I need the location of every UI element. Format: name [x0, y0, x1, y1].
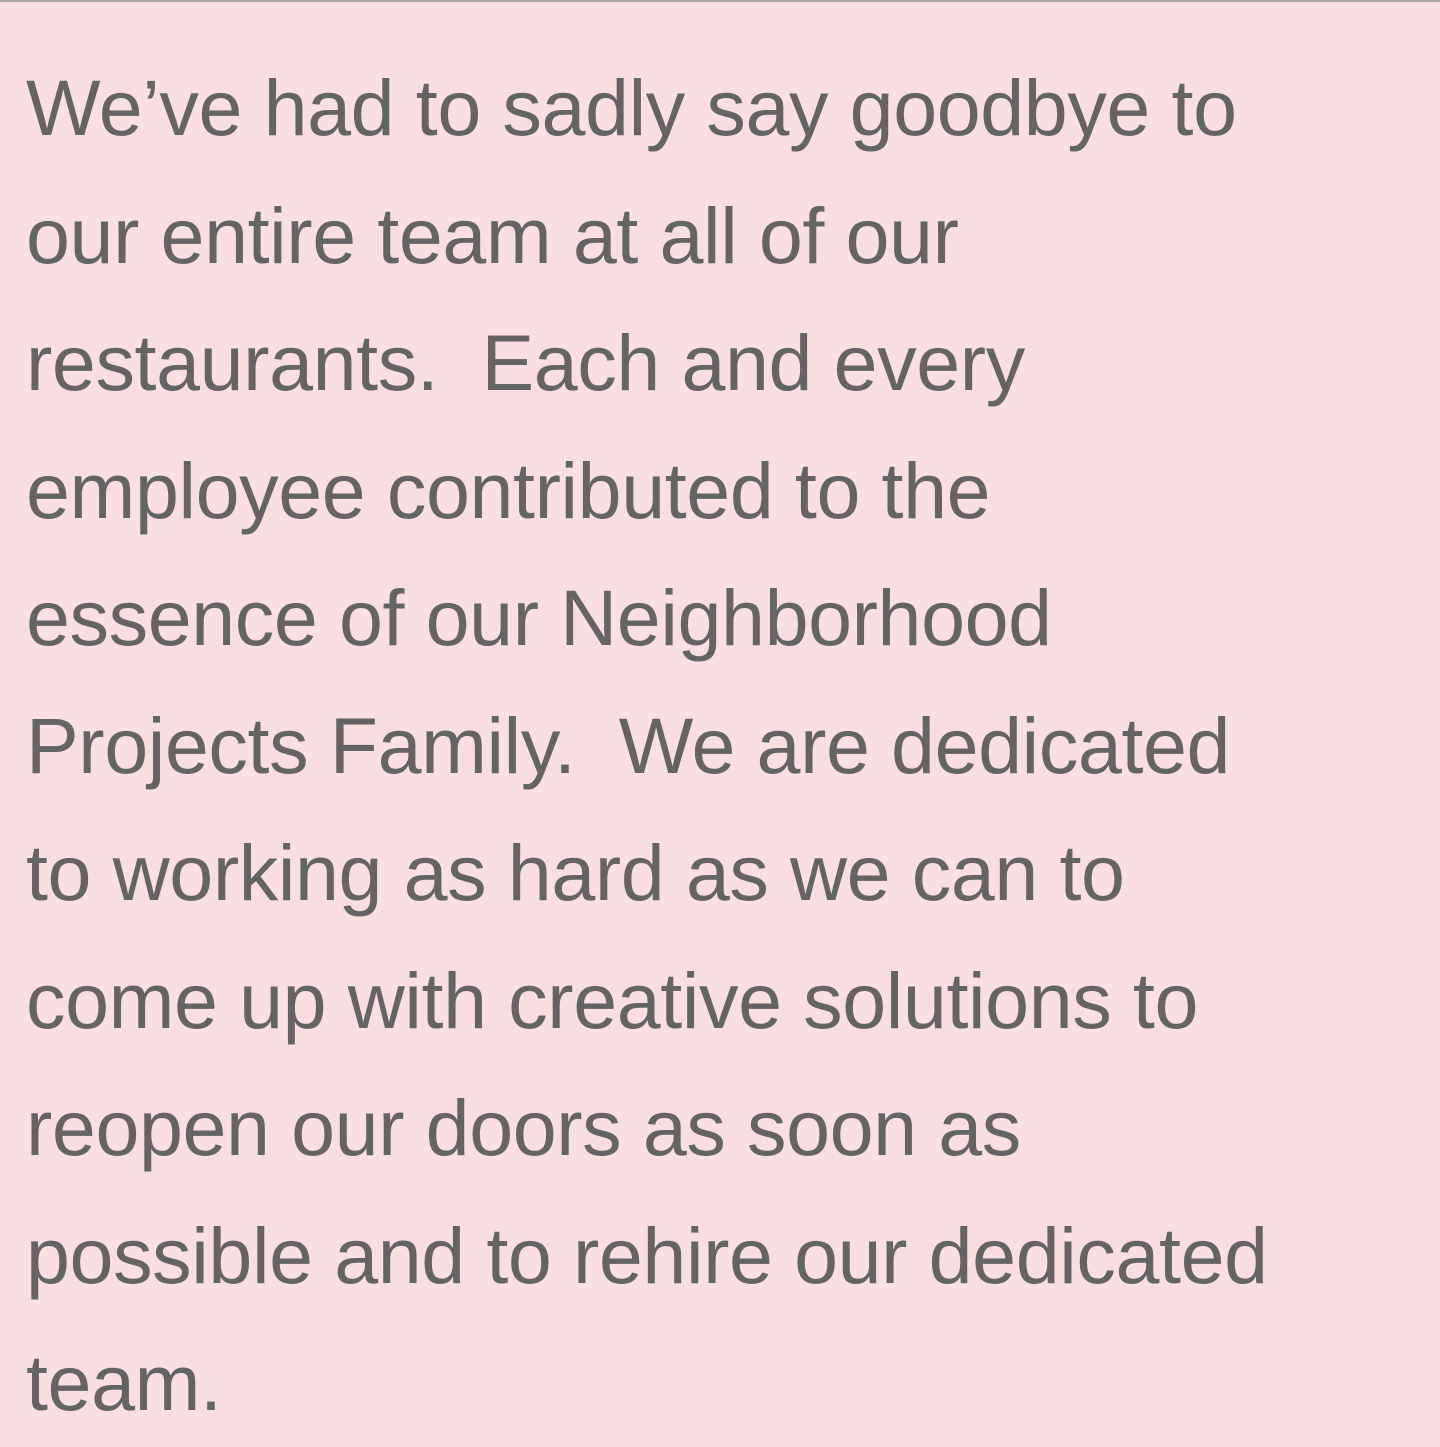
note-line-4: employee contributed to the — [26, 445, 991, 535]
note-line-6: Projects Family. We are dedicated — [26, 700, 1231, 790]
note-line-2: our entire team at all of our — [26, 190, 959, 280]
note-line-9: reopen our doors as soon as — [26, 1083, 1021, 1172]
note-line-5: essence of our Neighborhood — [26, 573, 1052, 662]
note-line-1: We’ve had to sadly say goodbye to — [26, 63, 1237, 152]
note-line-3: restaurants. Each and every — [26, 318, 1025, 407]
note-line-8: come up with creative solutions to — [26, 955, 1198, 1045]
note-line-10: possible and to rehire our dedicated — [26, 1210, 1268, 1300]
note-text-block — [26, 44, 1426, 1447]
top-divider — [0, 0, 1440, 2]
note-line-11: team. — [26, 1338, 222, 1427]
note-line-7: to working as hard as we can to — [26, 828, 1125, 917]
